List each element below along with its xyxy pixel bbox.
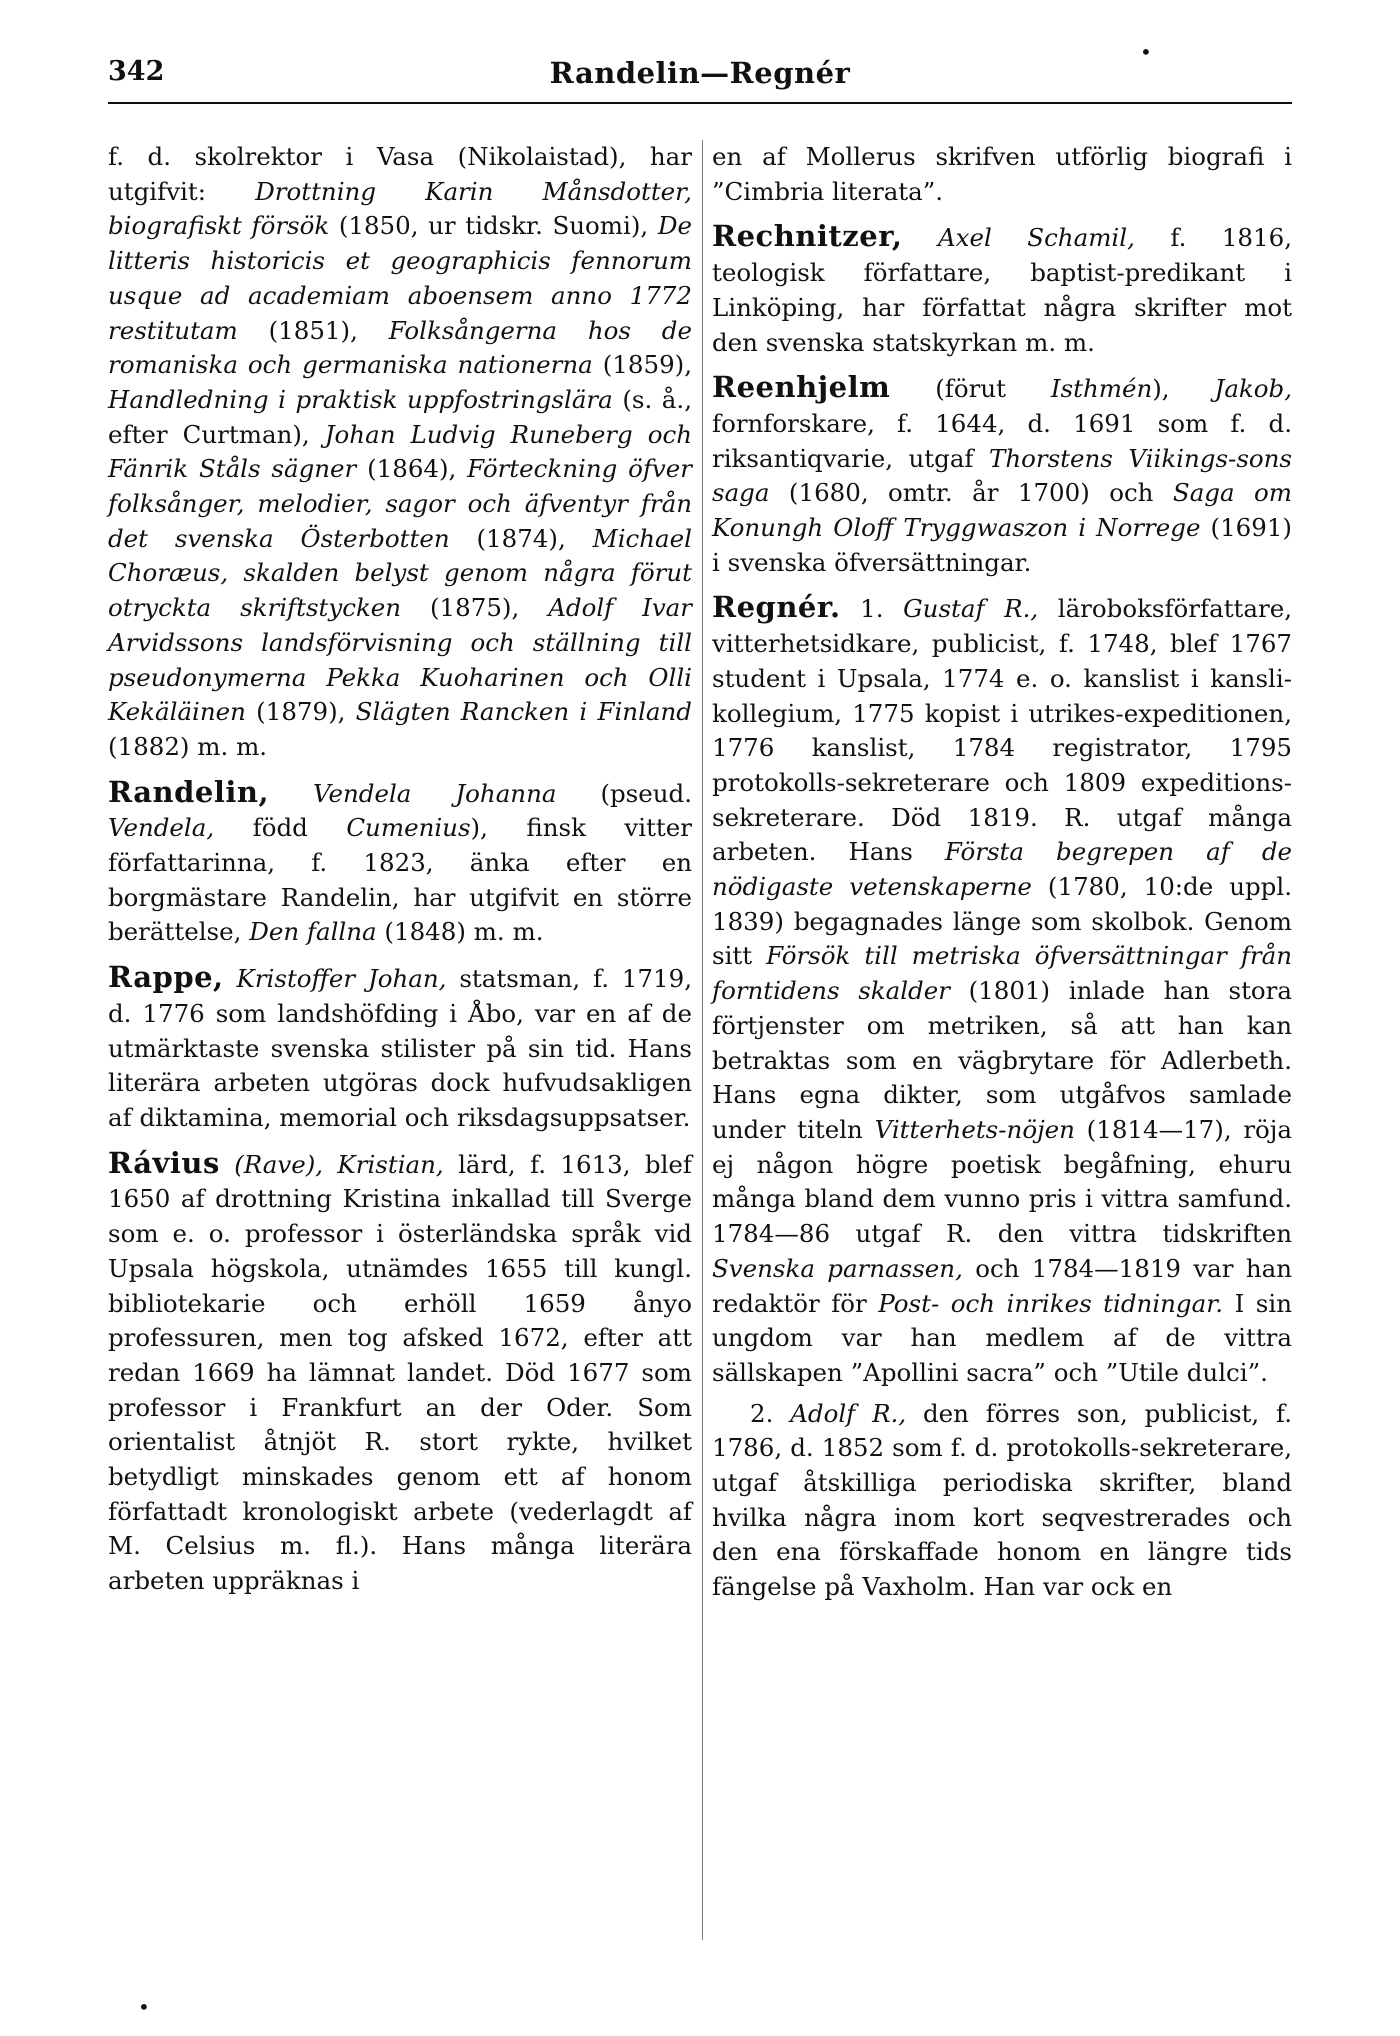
entry-rappe: Rappe, Kristoffer Johan, statsman, f. 1719, d. 1776 som landshöfding i Åbo, var en af de utmärktaste svenska stilister på sin tid. Hans literära arbeten utgöras dock hufvudsakligen af diktamina, memorial och riksdagsuppsatser. <box>108 960 692 1132</box>
headword-rechnitzer: Rechnitzer, <box>712 219 903 254</box>
entry-rechnitzer: Rechnitzer, Axel Schamil, f. 1816, teologisk författare, baptist-predikant i Linköping, har författat några skrifter mot den svenska statskyrkan m. m. <box>712 219 1292 357</box>
print-speck: • <box>138 1995 150 2019</box>
left-column <box>108 140 692 1599</box>
headword-regner: Regnér. <box>712 590 841 625</box>
entry-regner: Regnér. 1. Gustaf R., läroboksförfattare, vitterhetsidkare, publicist, f. 1748, blef 1767 student i Upsala, 1774 e. o. kanslist i kansli-kollegium, 1775 kopist i utrikes-expeditionen, 1776 kanslist, 1784 registrator, 1795 protokolls-sekreterare och 1809 expeditions-sekreterare. Död 1819. R. utgaf många arbeten. Hans Första begrepen af de nödigaste vetenskaperne (1780, 10:de uppl. 1839) begagnades länge som skolbok. Genom sitt Försök till metriska öfversättningar från forntidens skalder (1801) inlade han stora förtjenster om metriken, så att han kan betraktas som en vägbrytare för Adlerbeth. Hans egna dikter, som utgåfvos samlade under titeln Vitterhets-nöjen (1814—17), röja ej någon högre poetisk begåfning, ehuru många bland dem vunno pris i vittra samfund. 1784—86 utgaf R. den vittra tidskriften Svenska parnassen, och 1784—1819 var han redaktör för Post- och inrikes tidningar. I sin ungdom var han medlem af de vittra sällskapen ”Apollini sacra” och ”Utile dulci”. <box>712 590 1293 1387</box>
entry-regner-2: 2. Adolf R., den förres son, publicist, f. 1786, d. 1852 som f. d. protokolls-sekreterare, utgaf åtskilliga periodiska skrifter, bland hvilka några inom kort seqvestrerades och den ena förskaffade honom en längre tids fängelse på Vaxholm. Han var ock en <box>712 1398 1292 1602</box>
entry-ravius: Rávius (Rave), Kristian, lärd, f. 1613, blef 1650 af drottning Kristina inkallad till Sverge som e. o. professor i österländska språk vid Upsala högskola, utnämdes 1655 till kungl. bibliotekarie och erhöll 1659 ånyo professuren, men tog afsked 1672, efter att redan 1669 ha lämnat landet. Död 1677 som professor i Frankfurt an der Oder. Som orientalist åtnjöt R. stort rykte, hvilket betydligt minskades genom ett af honom författadt kronologiskt arbete (vederlagdt af M. Celsius m. fl.). Hans många literära arbeten uppräknas i <box>108 1145 693 1596</box>
print-speck: • <box>1140 40 1152 64</box>
entry-continuation-right: en af Mollerus skrifven utförlig biografi i ”Cimbria literata”. <box>712 142 1292 206</box>
page-header <box>108 56 1292 104</box>
running-title: Randelin—Regnér <box>549 56 851 90</box>
headword-randelin: Randelin, <box>108 774 270 809</box>
headword-ravius: Rávius <box>108 1145 220 1180</box>
page-number: 342 <box>108 56 165 87</box>
entry-randelin: Randelin, Vendela Johanna (pseud. Vendela, född Cumenius), finsk vitter författarinna, f. 1823, änka efter en borgmästare Randelin, har utgifvit en större berättelse, Den fallna (1848) m. m. <box>108 774 693 947</box>
entry-continuation: f. d. skolrektor i Vasa (Nikolaistad), har utgifvit: Drottning Karin Månsdotter, biografiskt försök (1850, ur tidskr. Suomi), De litteris historicis et geographicis fennorum usque ad academiam aboensem anno 1772 restitutam (1851), Folksångerna hos de romaniska och germaniska nationerna (1859), Handledning i praktisk uppfostringslära (s. å., efter Curtman), Johan Ludvig Runeberg och Fänrik Ståls sägner (1864), Förteckning öfver folksånger, melodier, sagor och äfventyr från det svenska Österbotten (1874), Michael Choræus, skalden belyst genom några förut otryckta skriftstycken (1875), Adolf Ivar Arvidssons landsförvisning och ställning till pseudonymerna Pekka Kuoharinen och Olli Kekäläinen (1879), Slägten Rancken i Finland (1882) m. m. <box>108 142 692 761</box>
right-column <box>712 140 1292 1605</box>
headword-rappe: Rappe, <box>108 960 224 995</box>
entry-reenhjelm: Reenhjelm (förut Isthmén), Jakob, fornforskare, f. 1644, d. 1691 som f. d. riksantiqvarie, utgaf Thorstens Viikings-sons saga (1680, omtr. år 1700) och Saga om Konungh Oloff Tryggwaszon i Norrege (1691) i svenska öfversättningar. <box>712 370 1293 577</box>
headword-reenhjelm: Reenhjelm <box>712 370 891 405</box>
column-divider <box>702 140 703 1940</box>
